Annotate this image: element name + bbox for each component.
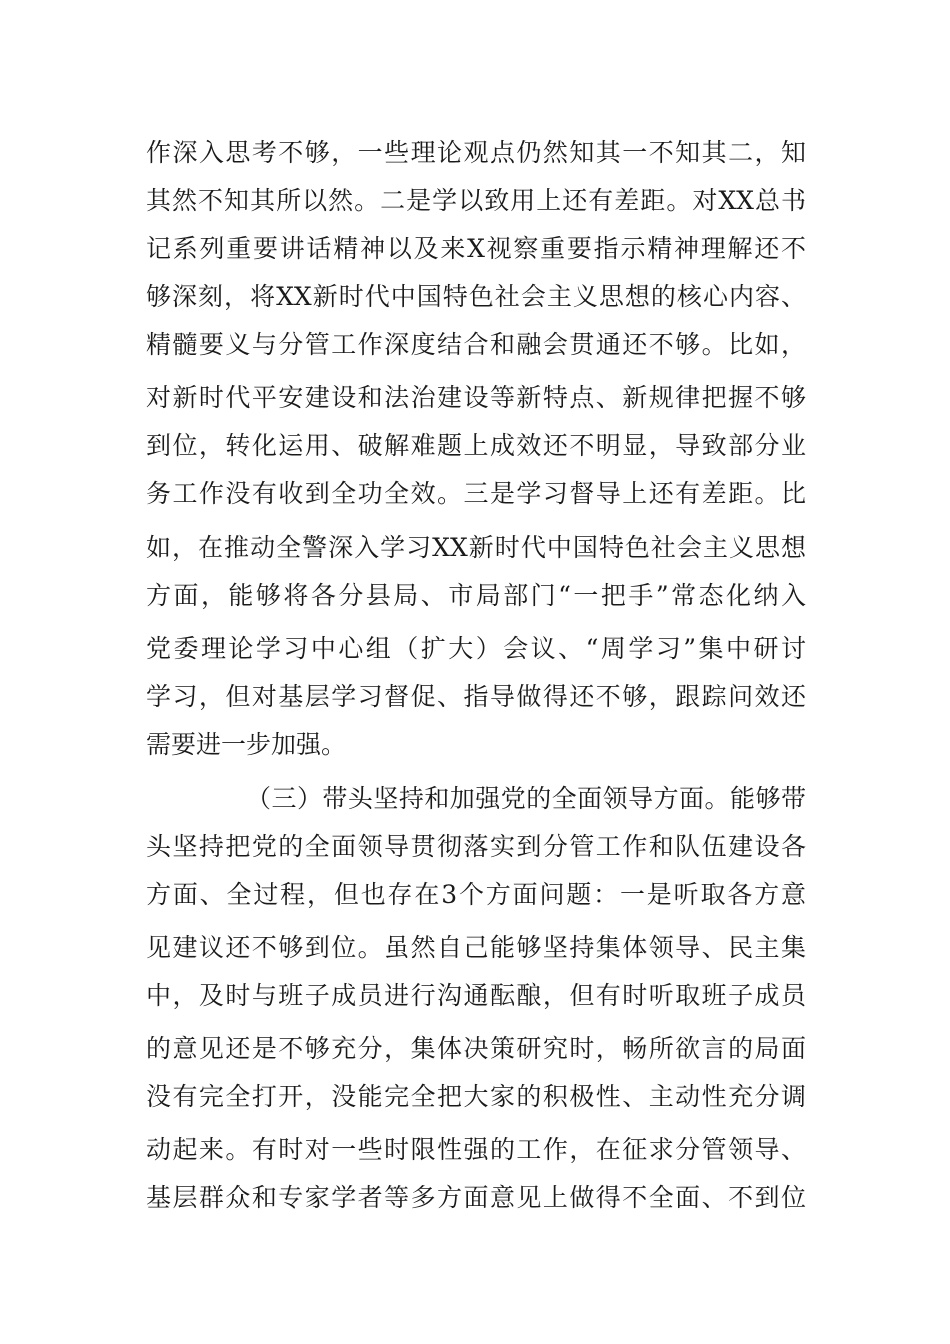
section-heading-line: （三）带头坚持和加强党的全面领导方面。能够带 (246, 784, 806, 813)
text-line-10: 方面，能够将各分县局、市局部门“一把手”常态化纳入 (146, 581, 806, 610)
text-line-9: 如，在推动全警深入学习XX新时代中国特色社会主义思想 (146, 533, 806, 562)
text-line-1: 作深入思考不够，一些理论观点仍然知其一不知其二，知 (146, 138, 806, 167)
text-line-16: 方面、全过程，但也存在3个方面问题：一是听取各方意 (146, 880, 806, 909)
text-line-12: 学习，但对基层学习督促、指导做得还不够，跟踪问效还 (146, 682, 806, 711)
text-line-20: 没有完全打开，没能完全把大家的积极性、主动性充分调 (146, 1082, 806, 1111)
text-line-15: 头坚持把党的全面领导贯彻落实到分管工作和队伍建设各 (146, 832, 806, 861)
text-line-6: 对新时代平安建设和法治建设等新特点、新规律把握不够 (146, 383, 806, 412)
text-line-7: 到位，转化运用、破解难题上成效还不明显，导致部分业 (146, 431, 806, 460)
text-line-8: 务工作没有收到全功全效。三是学习督导上还有差距。比 (146, 479, 806, 508)
text-line-22: 基层群众和专家学者等多方面意见上做得不全面、不到位 (146, 1183, 806, 1212)
text-line-13: 需要进一步加强。 (146, 730, 347, 759)
text-line-4: 够深刻，将XX新时代中国特色社会主义思想的核心内容、 (146, 282, 806, 311)
text-line-5: 精髓要义与分管工作深度结合和融会贯通还不够。比如， (146, 330, 806, 359)
text-line-2: 其然不知其所以然。二是学以致用上还有差距。对XX总书 (146, 186, 806, 215)
text-line-11: 党委理论学习中心组（扩大）会议、“周学习”集中研讨 (146, 634, 806, 663)
text-line-21: 动起来。有时对一些时限性强的工作，在征求分管领导、 (146, 1135, 806, 1164)
text-line-18: 中，及时与班子成员进行沟通酝酿，但有时听取班子成员 (146, 981, 806, 1010)
text-line-19: 的意见还是不够充分，集体决策研究时，畅所欲言的局面 (146, 1034, 806, 1063)
text-line-17: 见建议还不够到位。虽然自己能够坚持集体领导、民主集 (146, 933, 806, 962)
text-line-3: 记系列重要讲话精神以及来X视察重要指示精神理解还不 (146, 234, 806, 263)
